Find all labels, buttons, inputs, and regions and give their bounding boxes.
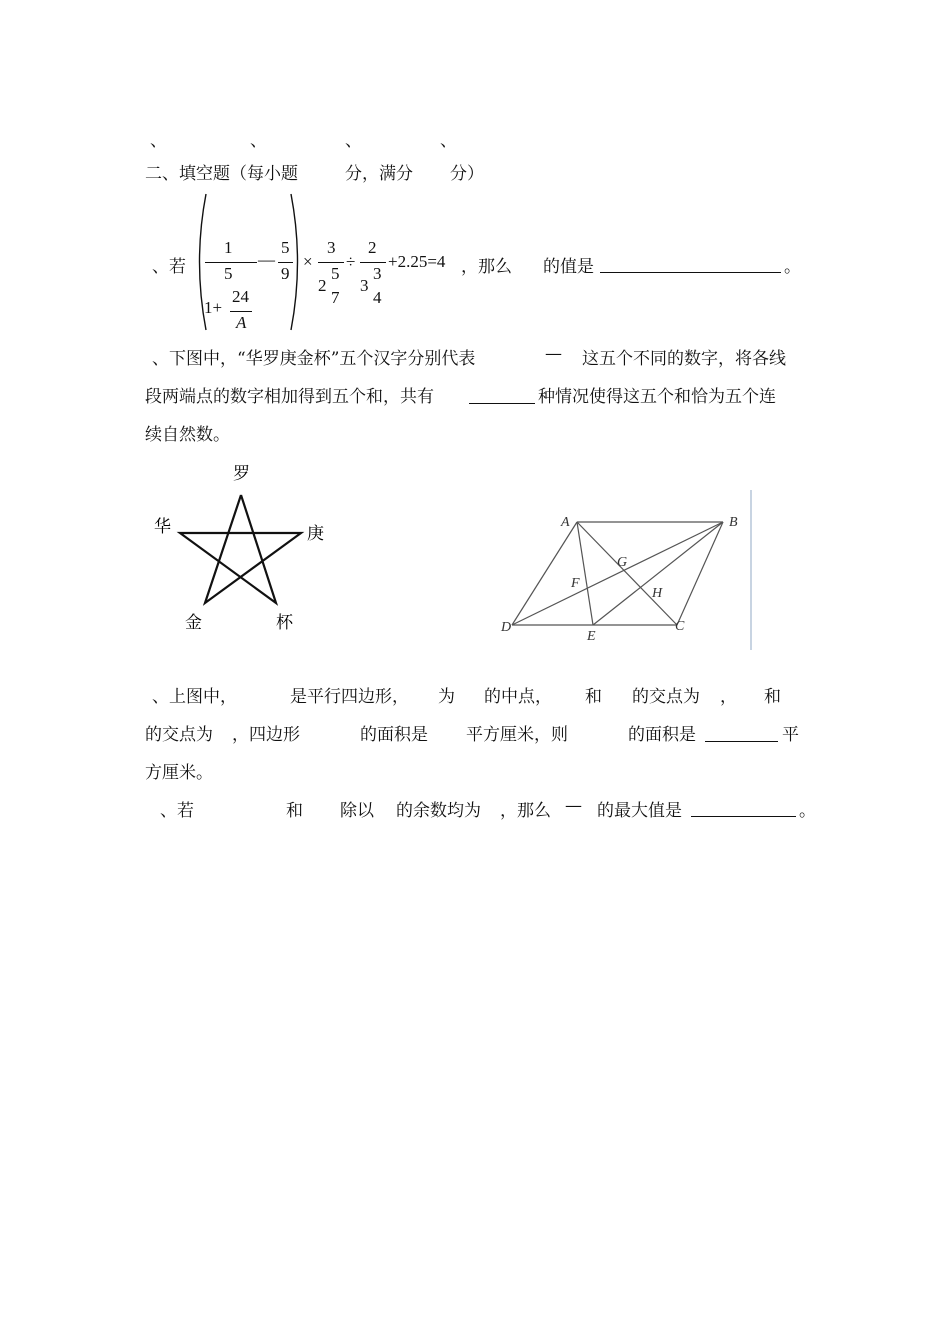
q3-l2-c: 的面积是 (360, 725, 428, 745)
frac4-bar (318, 262, 344, 263)
mixed2-den: 4 (373, 288, 382, 307)
point-label-d: D (501, 620, 512, 635)
q3-l3: 方厘米。 (145, 763, 213, 783)
q3-l1-f: 的交点为 (632, 687, 700, 707)
mixed2-num: 3 (373, 264, 382, 283)
section-title-mid: 分，满分 (345, 164, 413, 184)
frac2-bar (278, 262, 293, 263)
q4-g: 的最大值是 (597, 801, 682, 821)
frac5-num: 2 (368, 238, 377, 257)
q3-answer-blank[interactable] (705, 741, 778, 742)
star-label-bottom-right: 杯 (276, 613, 293, 632)
point-label-e: E (587, 629, 596, 644)
q2-line3: 续自然数。 (145, 425, 230, 445)
q1-answer-blank[interactable] (600, 272, 781, 273)
q3-l2-f: 平 (782, 725, 799, 745)
q4-a: 、若 (160, 801, 194, 821)
q3-l1-a: 、上图中， (152, 687, 237, 707)
q4-e: ，那么 (500, 801, 551, 821)
q4-f: — (565, 796, 582, 816)
q4-c: 除以 (340, 801, 374, 821)
one-plus: 1+ (204, 298, 223, 317)
q2-line1-a: 、下图中，“华罗庚金杯”五个汉字分别代表 (152, 349, 476, 369)
q3-l1-b: 是平行四边形， (290, 687, 409, 707)
q1-suffix-a: ，那么 (461, 257, 512, 277)
q3-l2-e: 的面积是 (628, 725, 696, 745)
frac2-num: 5 (281, 238, 290, 257)
q4-b: 和 (286, 801, 303, 821)
star-label-right: 庚 (307, 524, 324, 543)
q3-l1-g: ， (720, 687, 737, 707)
q4-h: 。 (799, 801, 816, 821)
mixed1-num: 5 (331, 264, 340, 283)
star-figure (140, 455, 350, 640)
q4-d: 的余数均为 (396, 801, 481, 821)
point-label-c: C (675, 619, 685, 634)
mixed2-whole: 3 (360, 276, 369, 295)
q3-l1-d: 的中点， (484, 687, 552, 707)
point-label-f: F (571, 576, 580, 591)
frac5-bar (360, 262, 386, 263)
q3-l1-c: 为 (438, 687, 455, 707)
star-label-left: 华 (154, 517, 171, 536)
enum-mark: 、 (250, 131, 267, 151)
frac1-num: 1 (224, 238, 233, 257)
q2-line2-a: 段两端点的数字相加得到五个和，共有 (145, 387, 434, 407)
frac2-den: 9 (281, 264, 290, 283)
q1-suffix-b: 的值是 (543, 257, 594, 277)
q4-answer-blank[interactable] (691, 816, 796, 817)
frac3-num: 24 (232, 287, 249, 306)
enum-mark: 、 (150, 131, 167, 151)
section-title-start: 二、填空题（每小题 (145, 164, 298, 184)
point-label-g: G (617, 555, 628, 570)
q2-line1-b: 这五个不同的数字，将各线 (582, 349, 786, 369)
enum-mark: 、 (440, 131, 457, 151)
q3-l1-h: 和 (764, 687, 781, 707)
frac3-den: A (236, 313, 247, 332)
q3-l2-a: 的交点为 (145, 725, 213, 745)
mixed1-whole: 2 (318, 276, 327, 295)
q3-l2-d: 平方厘米，则 (466, 725, 568, 745)
q1-tail: +2.25=4 (388, 252, 446, 271)
point-label-a: A (561, 515, 570, 530)
frac4-num: 3 (327, 238, 336, 257)
section-title-end: 分） (450, 164, 484, 184)
divide-sign: ÷ (346, 252, 356, 271)
star-label-bottom-left: 金 (185, 613, 202, 632)
mixed1-den: 7 (331, 288, 340, 307)
frac1-den: 5 (224, 264, 233, 283)
parallelogram-figure (495, 488, 760, 653)
point-label-h: H (652, 586, 663, 601)
enum-mark: 、 (345, 131, 362, 151)
q2-line1-dash: — (545, 344, 562, 364)
q1-prefix: 、若 (152, 257, 186, 277)
minus-sign: — (258, 250, 275, 269)
q2-answer-blank[interactable] (469, 403, 535, 404)
q3-l2-b: ，四边形 (232, 725, 300, 745)
q3-l1-e: 和 (585, 687, 602, 707)
star-label-top: 罗 (233, 464, 250, 483)
main-fraction-bar (205, 262, 257, 263)
point-label-b: B (729, 515, 738, 530)
q2-line2-b: 种情况使得这五个和恰为五个连 (538, 387, 776, 407)
times-sign: × (303, 252, 313, 271)
q1-period: 。 (784, 257, 801, 277)
frac3-bar (230, 311, 252, 312)
